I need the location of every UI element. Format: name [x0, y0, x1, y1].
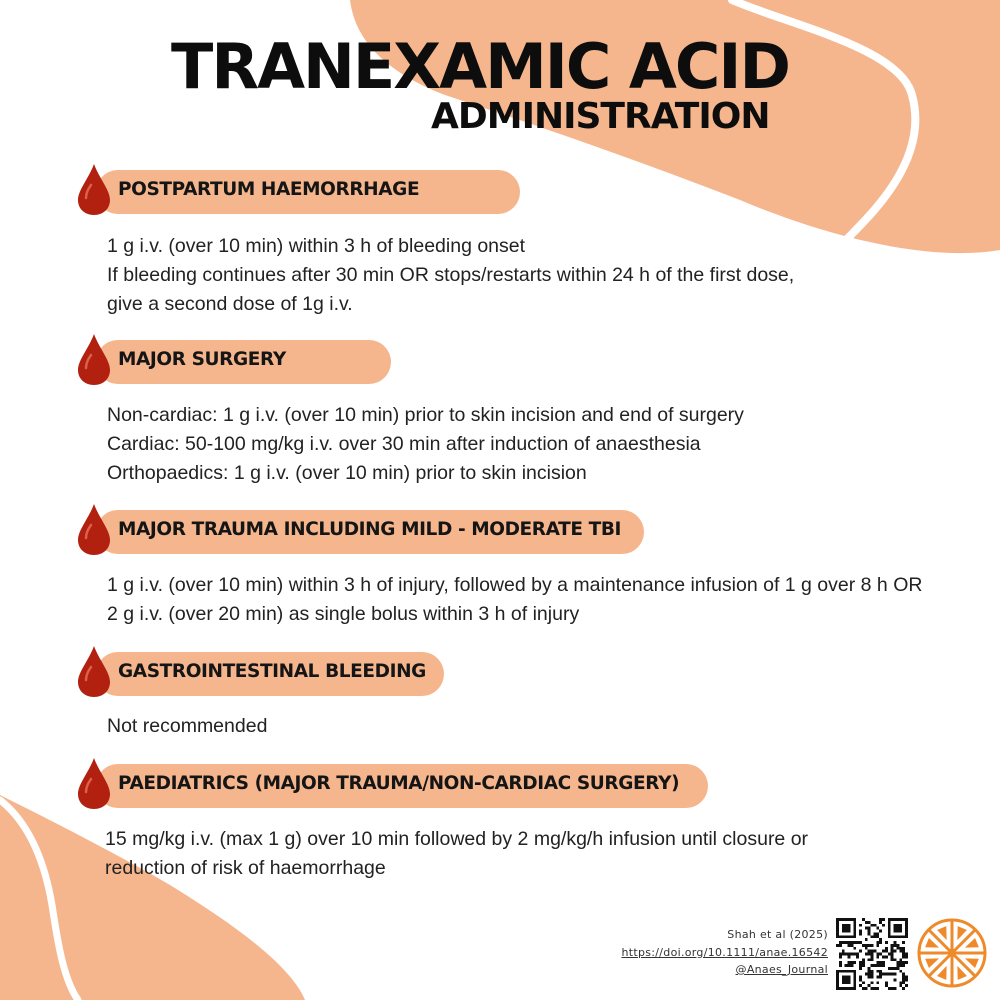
section-heading: POSTPARTUM HAEMORRHAGE: [118, 179, 420, 200]
qr-code-icon[interactable]: [836, 918, 908, 990]
doi-link[interactable]: https://doi.org/10.1111/anae.16542: [621, 945, 828, 959]
body-line: give a second dose of 1g i.v.: [107, 293, 353, 315]
citation-text: Shah et al (2025): [727, 928, 828, 941]
body-line: 15 mg/kg i.v. (max 1 g) over 10 min followed by 2 mg/kg/h infusion until closure or: [105, 828, 809, 850]
blood-drop-icon: [76, 756, 112, 810]
body-line: Cardiac: 50-100 mg/kg i.v. over 30 min after induction of anaesthesia: [107, 433, 701, 455]
section-heading: MAJOR SURGERY: [118, 349, 286, 370]
body-line: Orthopaedics: 1 g i.v. (over 10 min) prior to skin incision: [107, 462, 587, 484]
journal-logo-icon: [915, 916, 989, 990]
page-subtitle: ADMINISTRATION: [431, 96, 770, 137]
body-line: 2 g i.v. (over 20 min) as single bolus within 3 h of injury: [107, 603, 580, 625]
blood-drop-icon: [76, 644, 112, 698]
blood-drop-icon: [76, 162, 112, 216]
page-title: TRANEXAMIC ACID: [171, 30, 789, 103]
body-line: If bleeding continues after 30 min OR stops/restarts within 24 h of the first dose,: [107, 264, 795, 286]
blood-drop-icon: [76, 502, 112, 556]
footer-references: [621, 926, 828, 979]
section-body-gi-bleeding: [107, 712, 267, 741]
section-heading: MAJOR TRAUMA INCLUDING MILD - MODERATE TBI: [118, 519, 622, 540]
blood-drop-icon: [76, 332, 112, 386]
section-heading: PAEDIATRICS (MAJOR TRAUMA/NON-CARDIAC SURGERY): [118, 773, 680, 794]
section-heading: GASTROINTESTINAL BLEEDING: [118, 661, 426, 682]
section-body-major-trauma: [107, 571, 922, 629]
body-line: reduction of risk of haemorrhage: [105, 857, 386, 879]
body-line: 1 g i.v. (over 10 min) within 3 h of bleeding onset: [107, 235, 526, 257]
section-body-postpartum: [107, 232, 794, 319]
journal-handle-link[interactable]: @Anaes_Journal: [735, 963, 828, 976]
body-line: Not recommended: [107, 715, 268, 737]
body-line: Non-cardiac: 1 g i.v. (over 10 min) prior to skin incision and end of surgery: [107, 404, 744, 426]
body-line: 1 g i.v. (over 10 min) within 3 h of injury, followed by a maintenance infusion of 1 g over 8 h OR: [107, 574, 923, 596]
section-body-major-surgery: [107, 401, 744, 488]
section-body-paediatrics: [105, 825, 808, 883]
